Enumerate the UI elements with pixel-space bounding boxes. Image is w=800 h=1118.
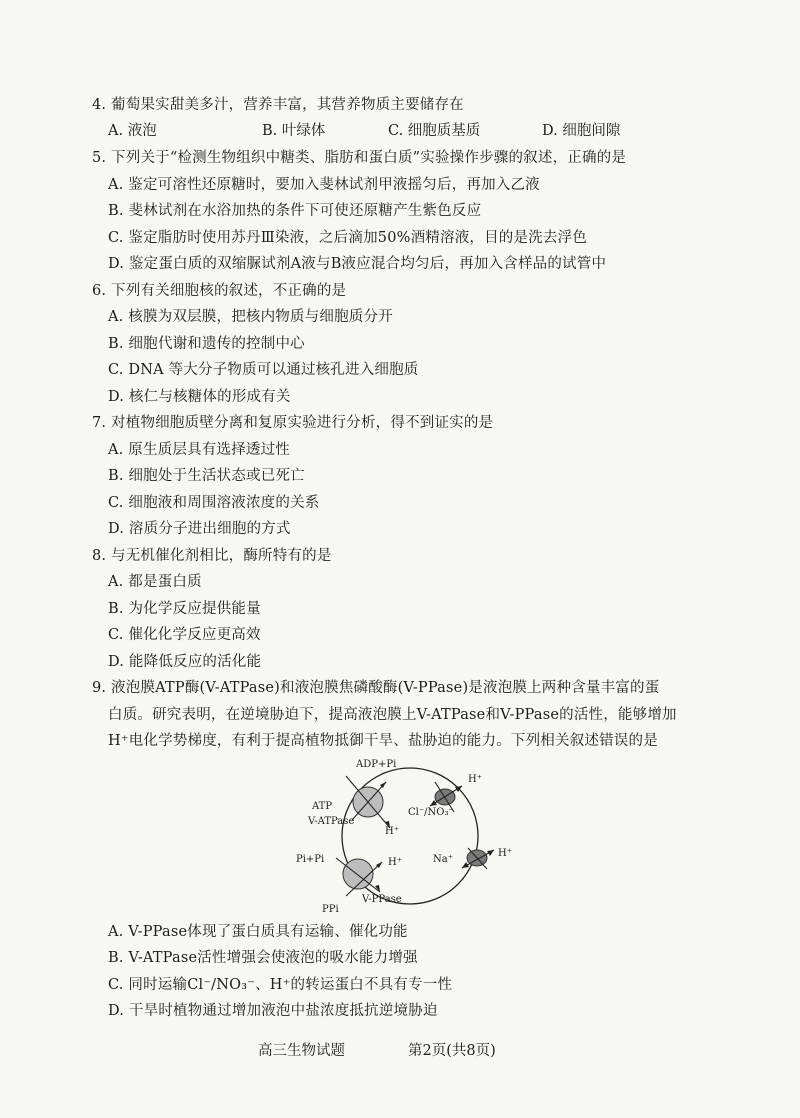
label-v-atpase: V-ATPase	[308, 816, 355, 827]
label-h-atpase: H⁺	[385, 826, 399, 837]
q7-option-c: C. 细胞液和周围溶液浓度的关系	[108, 495, 320, 511]
label-na: Na⁺	[433, 854, 453, 865]
vacuole-membrane-diagram	[290, 752, 530, 917]
q7-option-b: B. 细胞处于生活状态或已死亡	[108, 468, 305, 484]
q5-option-c: C. 鉴定脂肪时使用苏丹Ⅲ染液，之后滴加50%酒精溶液，目的是洗去浮色	[108, 230, 588, 246]
q6-stem: 6. 下列有关细胞核的叙述，不正确的是	[92, 283, 347, 299]
na-transporter	[462, 848, 494, 869]
label-v-ppase: V-PPase	[362, 894, 402, 905]
q8-option-a: A. 都是蛋白质	[108, 574, 202, 590]
q8-stem: 8. 与无机催化剂相比，酶所特有的是	[92, 548, 332, 564]
label-pi-pi: Pi+Pi	[296, 854, 325, 865]
q5-option-d: D. 鉴定蛋白质的双缩脲试剂A液与B液应混合均匀后，再加入含样品的试管中	[108, 256, 607, 272]
q6-option-b: B. 细胞代谢和遗传的控制中心	[108, 336, 305, 352]
label-h-right: H⁺	[498, 848, 512, 859]
q9-stem-line-1: 9. 液泡膜ATP酶(V-ATPase)和液泡膜焦磷酸酶(V-PPase)是液泡膜上两种含量丰富的蛋	[92, 680, 660, 696]
v-ppase-protein	[336, 858, 382, 896]
label-cl-no3: Cl⁻/NO₃⁻	[408, 807, 454, 818]
q4-option-c: C. 细胞质基质	[388, 123, 481, 139]
q5-stem: 5. 下列关于“检测生物组织中糖类、脂肪和蛋白质”实验操作步骤的叙述，正确的是	[92, 150, 627, 166]
footer-subject: 高三生物试题	[258, 1043, 345, 1059]
q4-option-b: B. 叶绿体	[262, 123, 326, 139]
label-adp-pi: ADP+Pi	[356, 759, 397, 770]
label-h-top-right: H⁺	[468, 774, 482, 785]
q9-option-b: B. V-ATPase活性增强会使液泡的吸水能力增强	[108, 950, 418, 966]
q9-stem-line-3: H⁺电化学势梯度，有利于提高植物抵御干旱、盐胁迫的能力。下列相关叙述错误的是	[108, 733, 658, 749]
q4-options	[0, 121, 800, 141]
q4-option-d: D. 细胞间隙	[542, 123, 621, 139]
q6-option-d: D. 核仁与核糖体的形成有关	[108, 389, 291, 405]
label-h-ppase: H⁺	[388, 857, 402, 868]
label-ppi: PPi	[322, 904, 339, 915]
footer-page-number: 第2页(共8页)	[408, 1043, 496, 1059]
q8-option-c: C. 催化化学反应更高效	[108, 627, 261, 643]
q9-option-c: C. 同时运输Cl⁻/NO₃⁻、H⁺的转运蛋白不具有专一性	[108, 977, 453, 993]
label-atp: ATP	[312, 801, 333, 812]
q9-option-a: A. V-PPase体现了蛋白质具有运输、催化功能	[108, 924, 408, 940]
q8-option-b: B. 为化学反应提供能量	[108, 601, 261, 617]
q9-stem-line-2: 白质。研究表明，在逆境胁迫下，提高液泡膜上V-ATPase和V-PPase的活性，能够增加	[108, 707, 677, 723]
q4-stem: 4. 葡萄果实甜美多汁，营养丰富，其营养物质主要储存在	[92, 97, 464, 113]
q8-option-d: D. 能降低反应的活化能	[108, 654, 262, 670]
q9-option-d: D. 干旱时植物通过增加液泡中盐浓度抵抗逆境胁迫	[108, 1003, 438, 1019]
q5-option-b: B. 斐林试剂在水浴加热的条件下可使还原糖产生紫色反应	[108, 203, 482, 219]
q7-option-a: A. 原生质层具有选择透过性	[108, 442, 290, 458]
q4-option-a: A. 液泡	[108, 123, 157, 139]
q6-option-c: C. DNA 等大分子物质可以通过核孔进入细胞质	[108, 362, 419, 378]
q6-option-a: A. 核膜为双层膜，把核内物质与细胞质分开	[108, 309, 393, 325]
q7-option-d: D. 溶质分子进出细胞的方式	[108, 521, 291, 537]
page-footer	[0, 1040, 800, 1062]
q7-stem: 7. 对植物细胞质壁分离和复原实验进行分析，得不到证实的是	[92, 415, 494, 431]
q5-option-a: A. 鉴定可溶性还原糖时，要加入斐林试剂甲液摇匀后，再加入乙液	[108, 177, 540, 193]
